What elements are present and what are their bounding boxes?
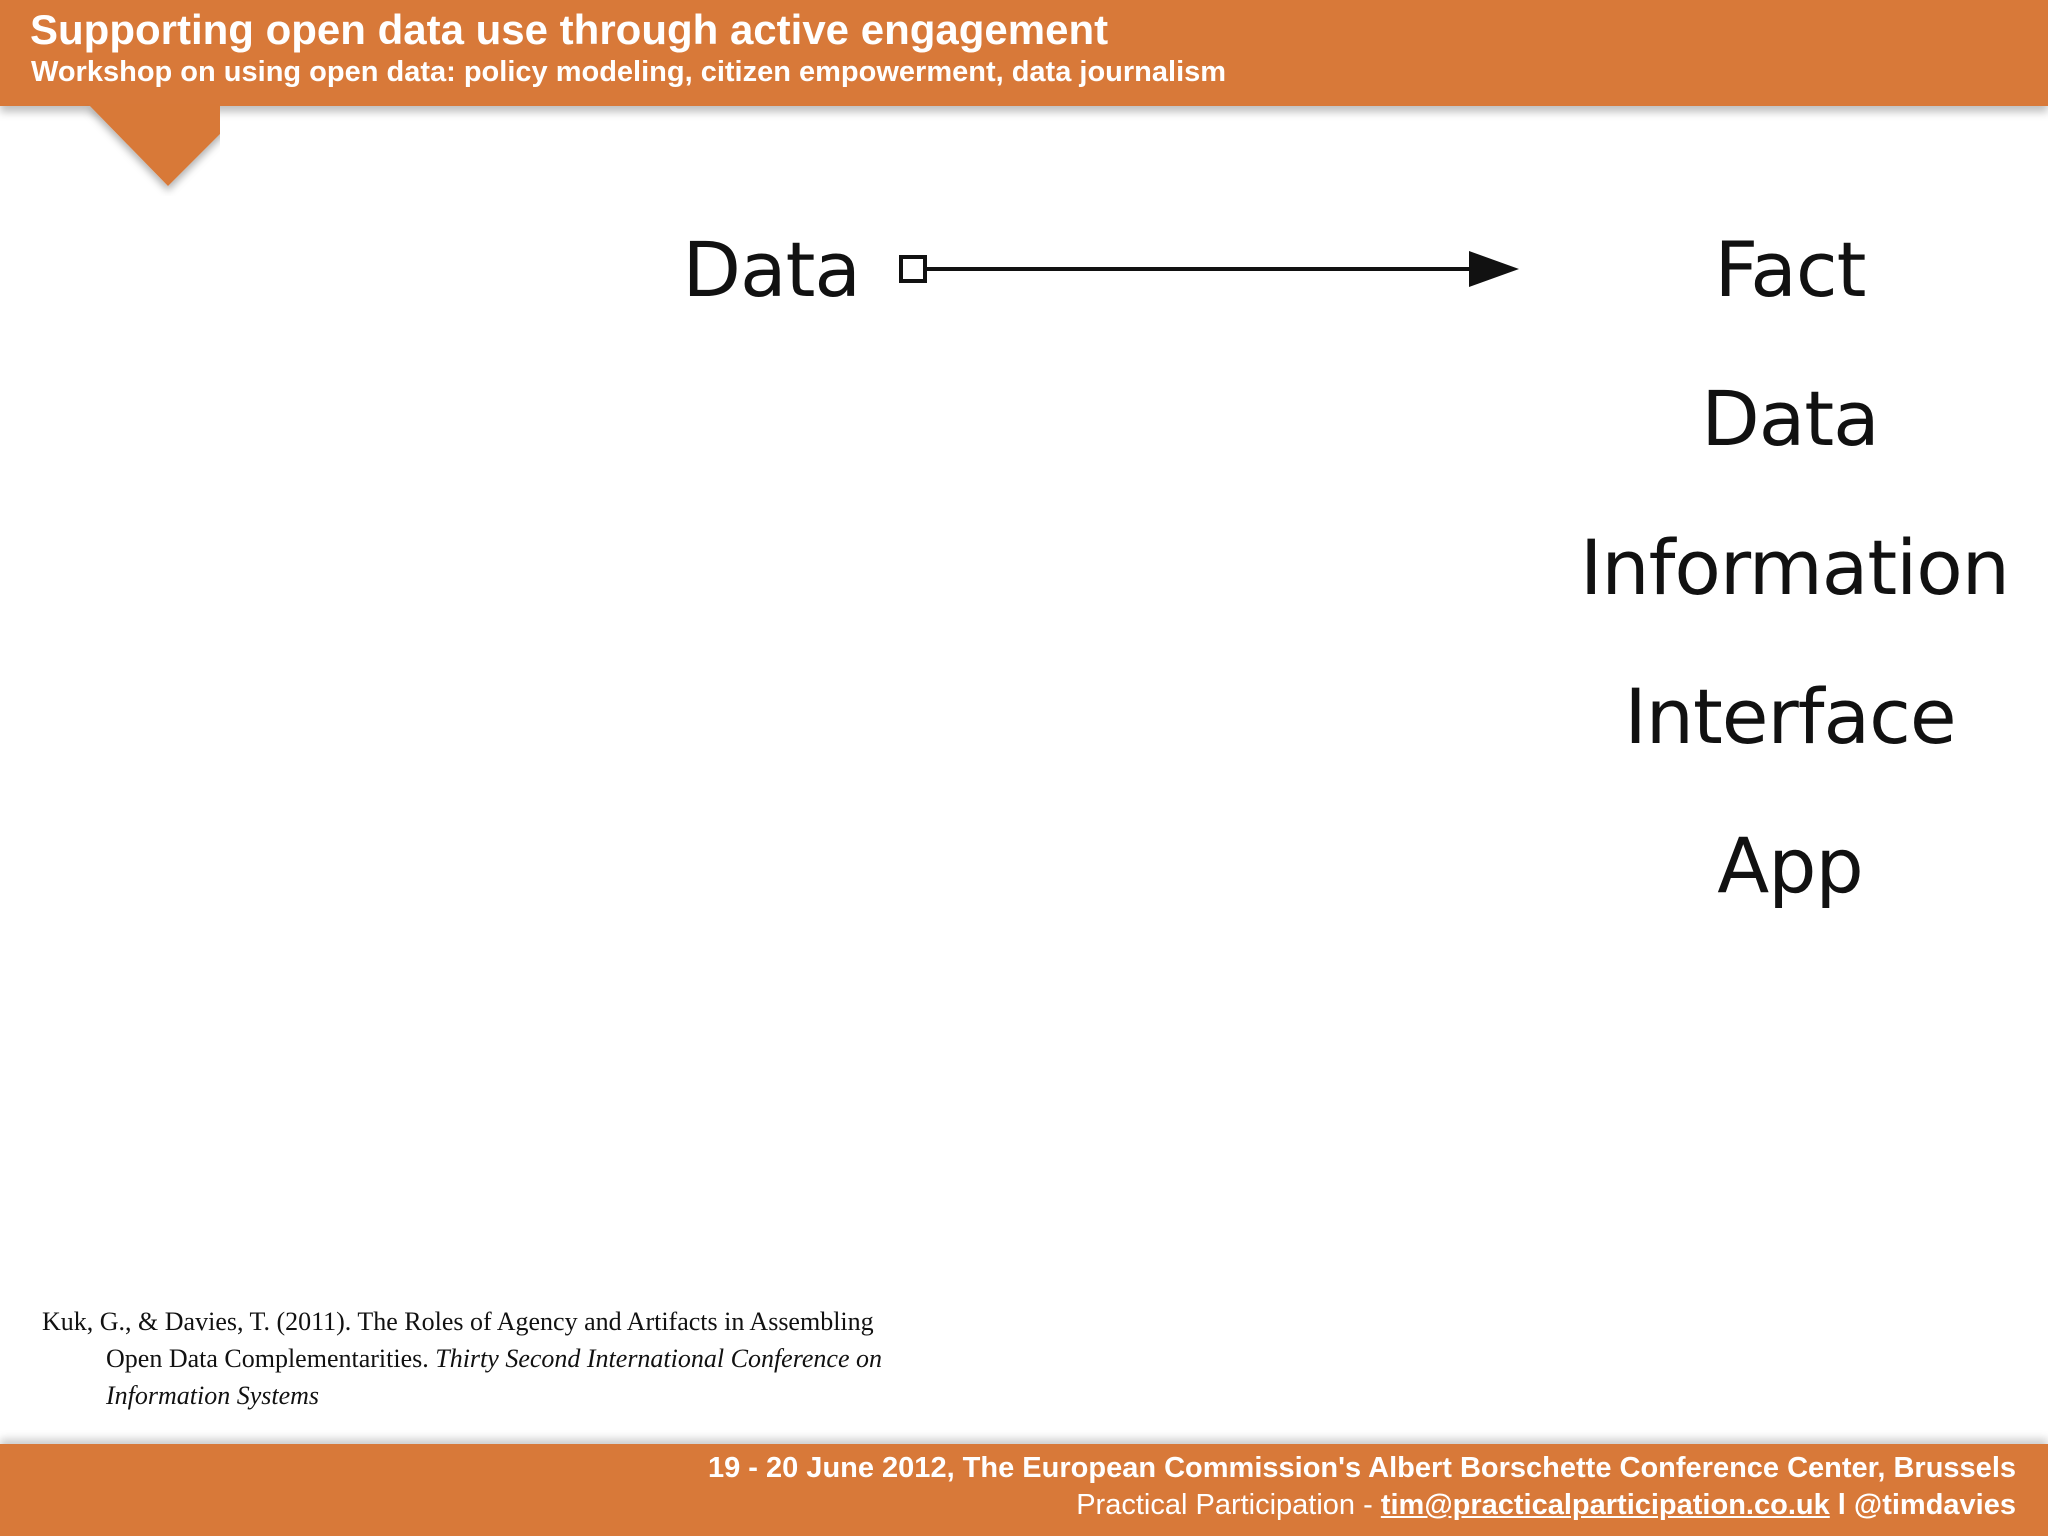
target-term-app: App (1717, 821, 1863, 910)
citation-line-3: Information Systems (106, 1381, 320, 1410)
slide-footer (0, 1444, 2048, 1536)
target-term-fact: Fact (1714, 225, 1866, 314)
slide-header (0, 0, 2048, 106)
reference-citation (42, 1303, 982, 1414)
citation-title-end: Open Data Complementarities. (106, 1344, 429, 1373)
footer-email-link[interactable]: tim@practicalparticipation.co.uk (1380, 1489, 1830, 1521)
slide-subtitle: Workshop on using open data: policy modeling, citizen empowerment, data journalism (31, 56, 1227, 88)
footer-twitter-handle: @timdavies (1853, 1489, 2016, 1521)
footer-org: Practical Participation - (1076, 1489, 1373, 1521)
citation-line-2 (42, 1340, 982, 1377)
square-tail-arrow-right-icon (895, 248, 1525, 296)
target-term-interface: Interface (1624, 672, 1956, 761)
target-term-data: Data (1701, 374, 1879, 463)
header-pointer-triangle (80, 104, 220, 196)
footer-event-info: 19 - 20 June 2012, The European Commission's Albert Borschette Conference Center, Brussels (707, 1452, 2016, 1484)
target-term-information: Information (1580, 523, 2009, 612)
footer-separator: l (1837, 1489, 1846, 1521)
footer-contact (1076, 1489, 2016, 1522)
slide-title: Supporting open data use through active engagement (30, 6, 1109, 53)
citation-venue: Thirty Second International Conference on (435, 1344, 882, 1373)
diagram-source-term: Data (682, 225, 860, 314)
citation-line-1: Kuk, G., & Davies, T. (2011). The Roles of Agency and Artifacts in Assembling (42, 1307, 874, 1336)
